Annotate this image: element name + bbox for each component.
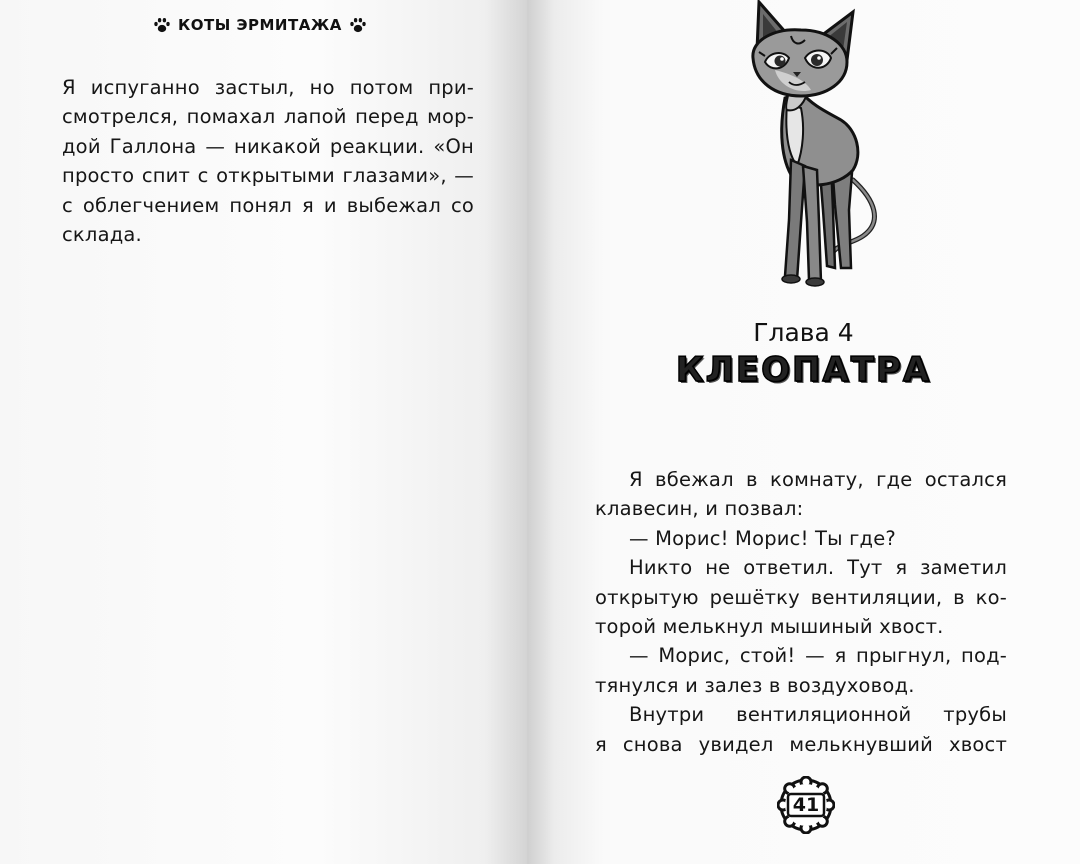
running-head xyxy=(152,16,368,34)
chapter-title: КЛЕОПАТРА xyxy=(675,350,932,390)
paw-icon xyxy=(152,16,172,34)
page-number: 41 xyxy=(792,794,820,816)
text-line: открытую решётку вентиляции, в ко- xyxy=(595,585,1007,609)
text-line: Никто не ответил. Тут я заметил xyxy=(629,556,1007,580)
text-line: Я вбежал в комнату, где остался xyxy=(629,468,1007,491)
text-line: Внутри вентиляционной трубы xyxy=(629,703,1007,727)
right-page xyxy=(527,0,1080,864)
text-line: тянулся и залез в воздуховод. xyxy=(595,673,915,697)
text-line: торой мелькнул мышиный хвост. xyxy=(595,615,944,639)
text-line: с облегчением понял я и выбежал со xyxy=(62,193,474,217)
text-line: клавесин, и позвал: xyxy=(595,497,804,521)
text-line: Я испуганно застыл, но потом при- xyxy=(62,76,474,99)
left-page xyxy=(0,0,527,864)
page-number-badge xyxy=(777,776,835,834)
paw-icon xyxy=(348,16,368,34)
cat-illustration xyxy=(735,0,885,292)
text-line: я снова увидел мелькнувший хвост xyxy=(595,732,1007,756)
text-line: дой Галлона — никакой реакции. «Он xyxy=(62,134,474,158)
text-line: склада. xyxy=(62,223,142,247)
running-head-title: КОТЫ ЭРМИТАЖА xyxy=(178,16,342,34)
text-line: просто спит с открытыми глазами», — xyxy=(62,164,474,188)
chapter-number: Глава 4 xyxy=(753,318,854,347)
text-line: — Морис! Морис! Ты где? xyxy=(629,526,896,550)
left-page-text xyxy=(62,73,474,249)
text-line: смотрелся, помахал лапой перед мор- xyxy=(62,105,474,129)
text-line: — Морис, стой! — я прыгнул, под- xyxy=(629,644,1007,668)
right-page-text xyxy=(595,465,1007,759)
